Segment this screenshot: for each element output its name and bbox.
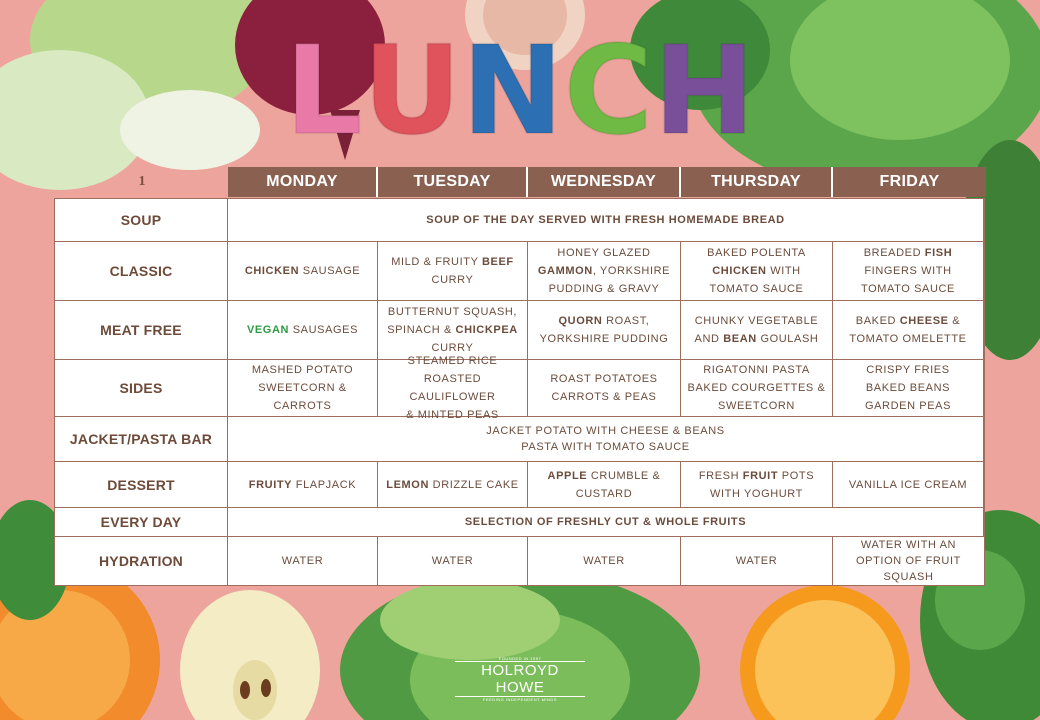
row-label-jacket-pasta-bar: JACKET/PASTA BAR	[55, 417, 228, 462]
day-header-thursday: THURSDAY	[681, 167, 833, 197]
dessert-thursday: FRESH FRUIT POTS WITH YOGHURT	[681, 462, 833, 508]
row-label-every-day: EVERY DAY	[55, 508, 228, 537]
row-label-sides: SIDES	[55, 360, 228, 417]
classic-monday: CHICKEN SAUSAGE	[228, 242, 378, 301]
meat-free-tuesday: BUTTERNUT SQUASH, SPINACH & CHICKPEA CURRY	[378, 301, 528, 360]
row-label-soup: SOUP	[55, 199, 228, 242]
sides-monday: MASHED POTATO SWEETCORN & CARROTS	[228, 360, 378, 417]
sides-wednesday: ROAST POTATOES CARROTS & PEAS	[528, 360, 681, 417]
row-label-classic: CLASSIC	[55, 242, 228, 301]
row-label-hydration: HYDRATION	[55, 537, 228, 585]
hydration-thursday: WATER	[681, 537, 833, 585]
dessert-wednesday: APPLE CRUMBLE & CUSTARD	[528, 462, 681, 508]
day-header-monday: MONDAY	[228, 167, 378, 197]
logo-tagline-top: FOUNDED IN 1997	[498, 656, 542, 661]
dessert-friday: VANILLA ICE CREAM	[833, 462, 984, 508]
day-header-friday: FRIDAY	[833, 167, 986, 197]
day-header-wednesday: WEDNESDAY	[528, 167, 681, 197]
hydration-monday: WATER	[228, 537, 378, 585]
menu-table	[54, 198, 985, 586]
title-letter: N	[461, 20, 564, 162]
title-letter: H	[653, 20, 756, 162]
classic-tuesday: MILD & FRUITY BEEF CURRY	[378, 242, 528, 301]
sides-tuesday: STEAMED RICE ROASTED CAULIFLOWER & MINTED PEAS	[378, 360, 528, 417]
row-label-dessert: DESSERT	[55, 462, 228, 508]
day-header-tuesday: TUESDAY	[378, 167, 528, 197]
meat-free-wednesday: QUORN ROAST, YORKSHIRE PUDDING	[528, 301, 681, 360]
meat-free-monday: VEGAN SAUSAGES	[228, 301, 378, 360]
title-letter: U	[362, 20, 462, 162]
dessert-tuesday: LEMON DRIZZLE CAKE	[378, 462, 528, 508]
hydration-friday: WATER WITH AN OPTION OF FRUIT SQUASH	[856, 539, 961, 583]
row-label-meat-free: MEAT FREE	[55, 301, 228, 360]
lunch-title	[284, 20, 756, 162]
logo-tagline-bottom: FEEDING INDEPENDENT MINDS	[483, 697, 557, 702]
soup-cell: SOUP OF THE DAY SERVED WITH FRESH HOMEMADE BREAD	[228, 199, 984, 242]
title-letter: L	[284, 20, 363, 162]
sides-friday: CRISPY FRIES BAKED BEANS GARDEN PEAS	[833, 360, 984, 417]
every-day-cell: SELECTION OF FRESHLY CUT & WHOLE FRUITS	[228, 508, 984, 537]
holroyd-howe-logo	[455, 656, 585, 702]
classic-wednesday: HONEY GLAZED GAMMON, YORKSHIRE PUDDING & GRAVY	[528, 242, 681, 301]
week-number: 1	[138, 174, 146, 189]
meat-free-friday: BAKED CHEESE & TOMATO OMELETTE	[833, 301, 984, 360]
hydration-wednesday: WATER	[528, 537, 681, 585]
title-letter: C	[563, 20, 654, 162]
classic-friday: BREADED FISH FINGERS WITH TOMATO SAUCE	[833, 242, 984, 301]
jacket-pasta-cell: JACKET POTATO WITH CHEESE & BEANS PASTA WITH TOMATO SAUCE	[228, 417, 984, 462]
meat-free-thursday: CHUNKY VEGETABLE AND BEAN GOULASH	[681, 301, 833, 360]
dessert-monday: FRUITY FLAPJACK	[228, 462, 378, 508]
hydration-tuesday: WATER	[378, 537, 528, 585]
logo-name: HOLROYD HOWE	[455, 661, 585, 697]
classic-thursday: BAKED POLENTA CHICKEN WITH TOMATO SAUCE	[681, 242, 833, 301]
sides-thursday: RIGATONNI PASTA BAKED COURGETTES & SWEETCORN	[681, 360, 833, 417]
